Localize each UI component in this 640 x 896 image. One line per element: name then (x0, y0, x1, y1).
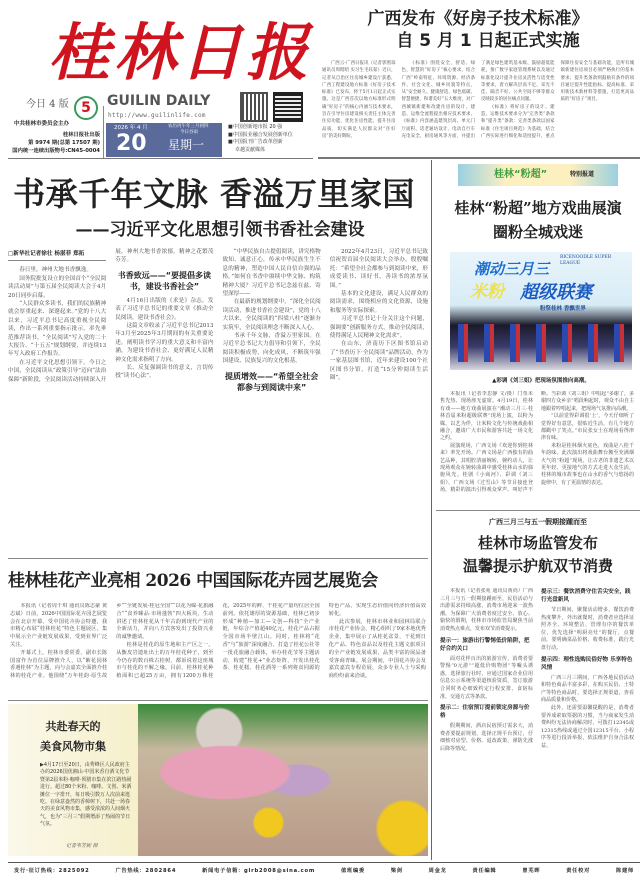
date-box (106, 123, 222, 157)
photo-credit: 记者韦芳妮 摄 (66, 843, 98, 849)
solar-term: 今日谷雨 (180, 130, 198, 135)
paragraph: 《标准》将好房子的设计、建造、运维技术要求分为“完善类”条款和“提升类”条款：完善类条款以国家标准《住宅项目规范》为基础，结合广西实际进行细化和适度提升，重点保障住房安全与基础功能，是所有城镇新建住房项目必须严格执行的基本要求；提升类条款则鼓励有条件的项目通过提升性能指标、提高标准、采用新技术新材料等措施，打造更高品质的“好房子”项目。 (481, 61, 634, 139)
paragraph: “人民群众多读书，我们的民族精神就会厚重起来、深邃起来。”党的十八大以来，习近平总书记高度重视全民阅读，作出一系列重要指示批示，率先垂范推荐读书。“全民阅读”写入党的二十大报告、“十五五”规划纲要，并连续13年写入政府工作报告。 (8, 301, 107, 358)
banner-title: 桂林“粉超” (494, 169, 548, 180)
paragraph: 面对花样百出的旅游宣传，消费者要警惕“0元游”“超低价购物团”等噱头诱惑，选择旅行社时，应通过国家企业信用信息公示系统等渠道核验资质，签订旅游合同时务必细致约定行程安排、食宿标准、交通方式等条款。 (440, 655, 533, 700)
english-name: GUILIN DAILY (107, 93, 211, 109)
masthead-title: 桂林日报 (48, 16, 313, 89)
paragraph: 桂林是桂花的原生地和主产区之一，从甑皮岩遗址出土的万年桂花种子，到至今仍存的数百株古桂树，都诉说着这座城市与桂花的不解之缘。目前，桂林桂花种植面积已超25万亩，拥有1200万株桂花，2025年的鲜、干桂花产量均位居全国前列。依托雄厚的资源基础，桂林已初步形成“种植—加工—文创—科技”全产业链，年综合产值超40亿元，桂花产品占据全国市场半壁江山。同时，桂林将“花香”与“旅游”深度融合，打造了桂花公社等一批花旅融合载体，举办桂花节等主题活动，构建“桂花+”业态矩阵，开发出桂花茶、桂花糕、桂花酒等一系列将食同源的特色产品，实现生态价值向经济价值高效转化。 (116, 603, 426, 680)
footer-label: 责任校对 (566, 868, 591, 874)
poster-title: 潮动三月三 (474, 260, 550, 278)
paragraph: 在最新的规划纲要中，“深化全民阅读活动，推进书香社会建设”，党的十八大以来，全民阅读的“四梁八柱”逐渐夯实筑牢，全民阅读理念不断深入人心。 (222, 299, 321, 331)
market-headline-line2: 温馨提示护航双节消费 (462, 557, 613, 575)
honor-item: ■中国创新地市报 20 强 (228, 124, 283, 130)
top-story-title1: 广西发布《好房子技术标准》 (367, 9, 589, 29)
opera-photo-caption: ▲彩调《刘三姐》把现场氛围推向高潮。 (492, 378, 590, 384)
special-report-banner (458, 164, 618, 186)
tip-subhead: 提示一：旅游出行警惕低价陷阱，把好合约关口 (440, 637, 530, 652)
opera-headline-line2: 圈粉全城戏迷 (492, 223, 583, 241)
main-subheadline: ——习近平文化思想引领书香社会建设 (75, 220, 365, 240)
top-story (322, 8, 634, 162)
honor-item: 卓越贡献媒体 (235, 146, 266, 153)
footer (14, 868, 634, 875)
paragraph: 《标准》围绕安全、舒适、绿色、智慧的“好房子”核心要求，结合广西“岭南特征、环境资源、经济条件、社会文化、城乡风貌等特点，从“安全耐久、健康舒适、绿色低碳、智慧便捷、和谐美好”五大维度，对广西城镇新建和改建住房的设计、建造、运维全流程提出相应技术要求。《标准》内容涵盖建筑层高、单元门厅面积、适老通坊设计、电动自行车充电安全、厨房通风等方面，并提出了满足绿色建筑基本级、鼓励超低能耗，推广数字家庭管理系统以及通过标准化设计提升住房灵活性与适变性等要求，着力解决层高不足、采光不佳、隔音不好、公共空间不够等群众反映较多的居住痛点问题。 (401, 61, 555, 139)
opera-headline (436, 196, 640, 244)
footer-email: 新闻电子信箱：glrb2008@sina.com (202, 868, 316, 874)
tip-subhead: 提示四：理性选购民俗好物 乐享特色风情 (541, 656, 633, 671)
footer-name: 梁剑 (390, 868, 403, 874)
qr-code-1[interactable] (240, 92, 268, 122)
paragraph: 节日期间，聚餐活动增多，餐饮消费热度攀升，外出就餐时，消费者应选择证照齐全、环境整洁、管理有序的餐饮单位，优先选择“明厨亮灶”的餐厅，点餐前，要明确菜品价格、收费标准，践行光盘行动。 (541, 607, 634, 651)
paragraph: 假期期间，酒店民宿预订需求大，消费者要提前规划，选择正规平台预订，仔细核对房型、价格、退改政策，谨防先涨后降等情况。 (440, 723, 533, 752)
footer-name: 陈建师 (616, 868, 634, 874)
flower-headline: 桂林桂花产业亮相 2026 中国国际花卉园艺展览会 (8, 571, 378, 591)
performers (450, 324, 632, 362)
paragraph: 在习近平文化思想引领下，今日之中国，全民阅读从“政策引导”迈向“法治保障”新阶段，全民阅读活动持续深入开展，神州大地书香浓郁，精神之花繁茂芬芳。 (8, 249, 214, 383)
market-headline-line1: 桂林市场监管发布 (477, 534, 598, 552)
main-headline: 书承千年文脉 香溢万里家国 (13, 175, 415, 213)
paragraph: 此次参展，桂林市林业和园林局联合市桂花产业协会，精心组织了9家本地优秀企业，集中展示了从桂花盆景、干花到日化产品、特色食品以及桂花主题文旅项目的全产业链发展成果，品类丰富的展品备受客商青睐。展会期间，中国花卉协会及嘉宾嘉宾专程莅展，众多专业人士与采购商纷纷前来洽谈。 (328, 618, 426, 680)
publisher: 桂林日报社出版 (62, 132, 100, 138)
honor-item: ■中国报业融合发展创新单位 (228, 131, 293, 138)
poster-rice-noodle: 米粉 (470, 282, 504, 302)
flower-story-body (10, 603, 426, 695)
year-month: 2026 年 4 月 (114, 125, 148, 131)
paragraph: 本报讯（记者李思静 文/摄）门票未售先热、现场座无虚席。4月19日，桂林有戏——地方戏曲展演在“潮动三月三·桂林首届米粉超级联赛”现场上演，以粉为媒、以艺为伴，让米粉文化与传统戏曲相融合，邀请广大市民和游客共赴一场文化之约。 (440, 391, 533, 442)
footer-label: 值班编委 (340, 868, 365, 874)
cn-number: 国内统一连续出版物号:CN45-0004 (12, 148, 100, 154)
paragraph: 基本的文化建设，满足人民群众的阅读需求，围绕相应的文化资源，设施和服务等实际探索。 (329, 291, 428, 314)
qr-code-2[interactable] (273, 92, 303, 122)
poster-super-league: 超级联赛 (520, 282, 592, 303)
paragraph: 展演现场，广西文场《欢迎你到桂林来》率先开场。广西文场是广西独有的曲艺品种，其唱腔清丽婉转，婉约动人，让现场观众在婉转曲调中感受桂林山水的旖旎风光。桂剧《小商河》、彩调《刘三姐》、广西文场《过雪山》等节目接连登场，精彩的演出引得观众掌声、叫好声不断。当彩调《刘三姐》中唱起“多谢了，多谢四方众乡亲”唱段响起时，观众不由自主地跟着哼唱起来，把现场气氛推向高潮。 (440, 391, 634, 494)
paragraph: “以前觉得彩调很‘土’，今天仔细听了觉得好有意思，很贴近生活，有几个地方都戳中了笑点。”市民张女士在现场看得津津有味。 (541, 413, 634, 442)
paragraph: 国务院批复设立的全国首个“全民阅读活动周”与第五届全民阅读大会于4月20日同步启幕。 (8, 275, 107, 299)
section-subhead: 提质增效——“希望全社会都参与到阅读中来” (224, 371, 319, 392)
poster-english: RICENOODLE SUPER LEAGUE (560, 255, 612, 266)
today-pages: 今日 4 版 (26, 99, 69, 110)
opera-headline-line1: 桂林“粉超”地方戏曲展演 (454, 199, 622, 217)
footer-label: 责任编辑 (472, 868, 497, 874)
party-logo-icon: 5 (74, 96, 98, 120)
tip-subhead: 提示二：住宿预订提前锁定房源与价格 (440, 705, 530, 720)
market-story-body (440, 588, 634, 856)
weekday: 星期一 (168, 138, 205, 152)
honor-item: ■中国报刊广告改革创新 (228, 139, 283, 145)
main-story-body (8, 248, 428, 550)
organizer: 中共桂林市委员会主办 (14, 121, 70, 127)
paragraph: 这篇文章收录了习近平总书记2013年3月至2025年3月期间的有关重要论述，阐明读书学习的重大意义和丰富内涵，为建设书香社会、更好满足人民精神文化需求指明了方向。 (115, 323, 214, 363)
paragraph: 书承千年文脉，香溢万里家国。在习近平总书记大力倡导和引领下，全民阅读积极成势，向化成风，不断筑牢强国建设、民族复兴的文化根基。 (222, 333, 321, 365)
market-headline (436, 532, 640, 578)
opera-photo (450, 252, 632, 370)
paragraph: 2022年4月23日，习近平总书记致信祝贺首届全民阅读大会举办，殷殷嘱托：“希望全社会都参与到阅读中来，形成爱读书、读好书、善读书的浓厚氛围。” (329, 249, 428, 289)
opera-story-body (440, 391, 634, 505)
paragraph: 本报讯（记者张苑 通讯员黄尚）广西三月三与五一假期接踵而至，民俗活动与出游需求持续高涨，消费市场迎来一波热潮。为保障广大消费者度过安全、放心、愉快的假期，桂林市市场监管局聚焦当前消费热点难点，发布双节消费提示。 (440, 588, 533, 632)
paragraph: 长、反复强调读书的意义，言切传授“读书心法”。 (115, 365, 214, 380)
tip-subhead: 提示三：餐饮消费守住舌尖安全，践行光盘新风 (541, 589, 631, 603)
footer-name: 周金龙 (428, 868, 447, 874)
paragraph: 开幕式上，桂林市委常委、副市长陈国富作为首位品牌推介人，以“紫花园林 香遇桂林”为主题，向与会嘉宾全面推介桂林的桂花产业。他围绕“万年桂韵·原生故乡”“全链发展·桂冠全国”“以花为媒·花旅融合”“食养臻品·市场蓬勃”四大板块，生动讲述了桂林桂花从千年古韵到现代产业的全新活力，并向八方宾客发出了投资兴业的诚挚邀请。 (10, 603, 214, 680)
website-url[interactable]: http://www.guilinlife.com (108, 112, 206, 119)
paragraph: 本报讯（记者周千琪 通讯员陈志豪 黄志斌）日前，2026中国国际花卉园艺展览会在北京开幕。受中国花卉协会特邀，我市精心布展“桂林桂花”特色主题展区，集中展示全产业链发展成果，受到业界广泛关注。 (10, 603, 108, 648)
paragraph: 此外，还需要温馨提醒的是，消费者要养成索取票据的习惯，当与商家发生消费纠纷无法协商解决时，可拨打12345或12315热线或通过全国12315平台、小程序等进行投诉举报，依法维护自身合法权益。 (541, 704, 634, 749)
paragraph: 习近平总书记十分关注这个问题，强调要“创新服务方式，推动全民阅读，使得满足人民精神文化需求”。 (329, 316, 428, 340)
footer-name: 曾芜晖 (522, 868, 541, 874)
section-subhead: 书香致远——“要提倡多读书，建设书香社会” (117, 270, 211, 291)
poster-slogan: 粉祭桂林 香飘世界 (540, 306, 586, 312)
market-photo (138, 704, 428, 856)
photo-feature (8, 704, 428, 856)
day-number: 20 (116, 131, 147, 156)
paragraph: 广西三月三期间，广西各地民俗活动和特色商品丰富多彩，在购买民俗、土特产等特色商品时，要选择正规渠道，查看商品质量和价格。 (541, 674, 634, 704)
footer-ad-hotline: 广告热线：2802864 (115, 868, 177, 874)
paragraph: 4月16日出版的《求是》杂志，发表了习近平总书记的重要文章《推动全民阅读，建设书香社会》。 (115, 297, 214, 321)
paragraph: 广西云-广西日报讯（记者郭照琼 通讯员周昭昭 实习生毛钰茹）近日，记者从自治区住房城乡建设厅获悉，广西工程建设地方标准《好房子技术标准》已发布，将于5月1日起正式实施。这是广西首次以地方标准形式明确“好房子”的核心内涵与技术要求，旨在引导住房建设相关责任主体完善住房功能、优化住房性能、提升住房品质，切实满足人民群众对“住好房”的美好期盼。 (322, 61, 396, 139)
issue-number: 第 9974 期(总第 17507 期) (28, 140, 100, 146)
footer-subscription-hotline: 发行·征订热线：2825092 (14, 868, 90, 874)
paragraph: “中华民族自古提倡阅读，讲究格物致知、诚意正心，传承中华民族生生不息的精神，塑造中国人民自信自强的品格。”如何在书香中赓续中华文脉、构筑精神大厦？习近平总书记念兹在兹、寄望深厚—— (222, 249, 321, 298)
paragraph: 米粉是桂林烟火底色，戏曲是八桂千年韵味。此次演出将戏曲舞台搬至充满烟火气的“粉超”现场，让古老的非遗艺术以更年轻、更接地气的方式走进大众生活，桂林的城市故事也在山水的香气与悠扬的旋律中，有了更温情的表达。 (541, 442, 634, 486)
paragraph: 春日里，神州大地书香飘逸。 (19, 267, 92, 274)
publisher-info (8, 131, 100, 155)
banner-tag: 特别报道 (570, 171, 595, 178)
top-story-title2: 自 5 月 1 日起正式实施 (396, 31, 580, 51)
market-kicker: 广西三月三与五一假期接踵而至 (489, 518, 587, 526)
photo-feature-caption: ▶4月17日至20日，由秀峰区人民政府主办的2026国优湘山·中国米香自酒文化节暨第2届米粉·咖啡·预膳市集在滨江路热闹进行。超过80个米粉、咖啡、文创、米酒摊位一字排开，每日吸引数万人次前来逛吃。在绿意盎然的香樟树下，共赴一场春天的美食风物市集，感受浓浓的人间烟火气，也为“三月三”假期增添了热闹的节日气氛。 (40, 762, 132, 828)
byline: □新华社记者徐壮 杨湛菲 郑拓 (8, 248, 106, 261)
lunar-date: 农历丙午年三月初四 (168, 124, 209, 129)
honors-list (228, 124, 293, 154)
paragraph: 在山东，济南历下区图书馆启动了“书香历下·全民阅读”品牌活动，作为一家基层图书馆，近年来建设100个社区图书分馆，打造“15分钟阅读生活圈”。 (329, 341, 428, 382)
photo-feature-title1: 共赴春天的 (45, 720, 101, 733)
photo-feature-title2: 美食风物市集 (40, 740, 106, 753)
